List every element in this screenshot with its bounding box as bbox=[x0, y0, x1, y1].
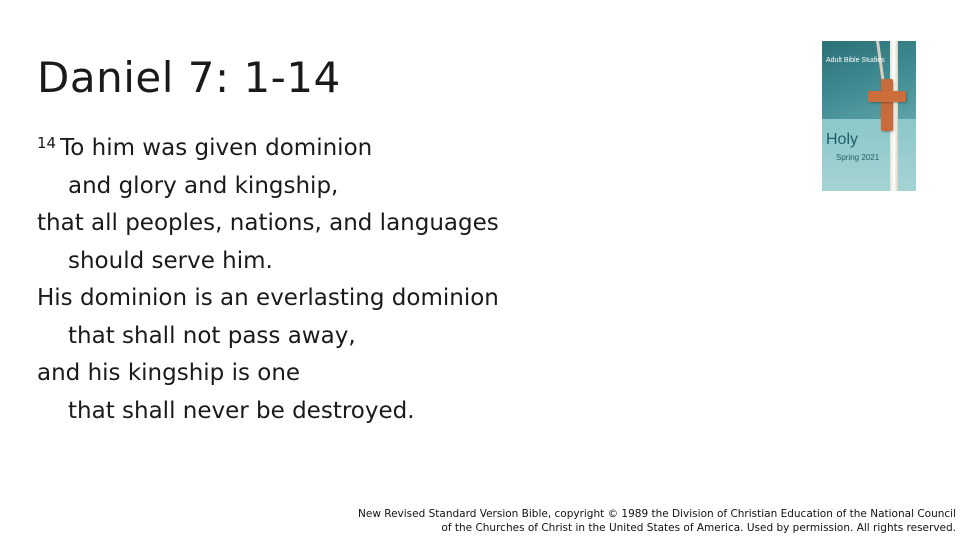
verse-line: His dominion is an everlasting dominion bbox=[37, 285, 499, 311]
cross-horizontal bbox=[868, 91, 906, 102]
scripture-passage bbox=[37, 125, 637, 430]
verse-line: that all peoples, nations, and languages bbox=[37, 210, 499, 236]
verse-line: that shall not pass away, bbox=[68, 322, 356, 349]
copyright-notice bbox=[276, 507, 956, 535]
cover-top-band bbox=[822, 41, 916, 121]
slide-title: Daniel 7: 1-14 bbox=[37, 53, 341, 102]
copyright-line: of the Churches of Christ in the United States of America. Used by permission. All rights reserved. bbox=[441, 522, 956, 534]
copyright-line: New Revised Standard Version Bible, copyright © 1989 the Division of Christian Education of the National Council bbox=[358, 508, 956, 520]
verse-text: To him was given dominion bbox=[60, 135, 373, 161]
verse-line bbox=[37, 125, 637, 168]
cover-season: Spring 2021 bbox=[836, 153, 880, 162]
cross-vertical bbox=[881, 79, 893, 131]
cover-title: Holy bbox=[826, 131, 859, 148]
verse-line: and his kingship is one bbox=[37, 360, 301, 386]
verse-number: 14 bbox=[37, 134, 57, 152]
book-cover-image bbox=[822, 41, 916, 191]
verse-line: that shall never be destroyed. bbox=[68, 397, 415, 424]
verse-line: should serve him. bbox=[68, 247, 273, 274]
verse-line: and glory and kingship, bbox=[68, 172, 339, 199]
cover-series-label: Adult Bible Studies bbox=[826, 57, 885, 64]
